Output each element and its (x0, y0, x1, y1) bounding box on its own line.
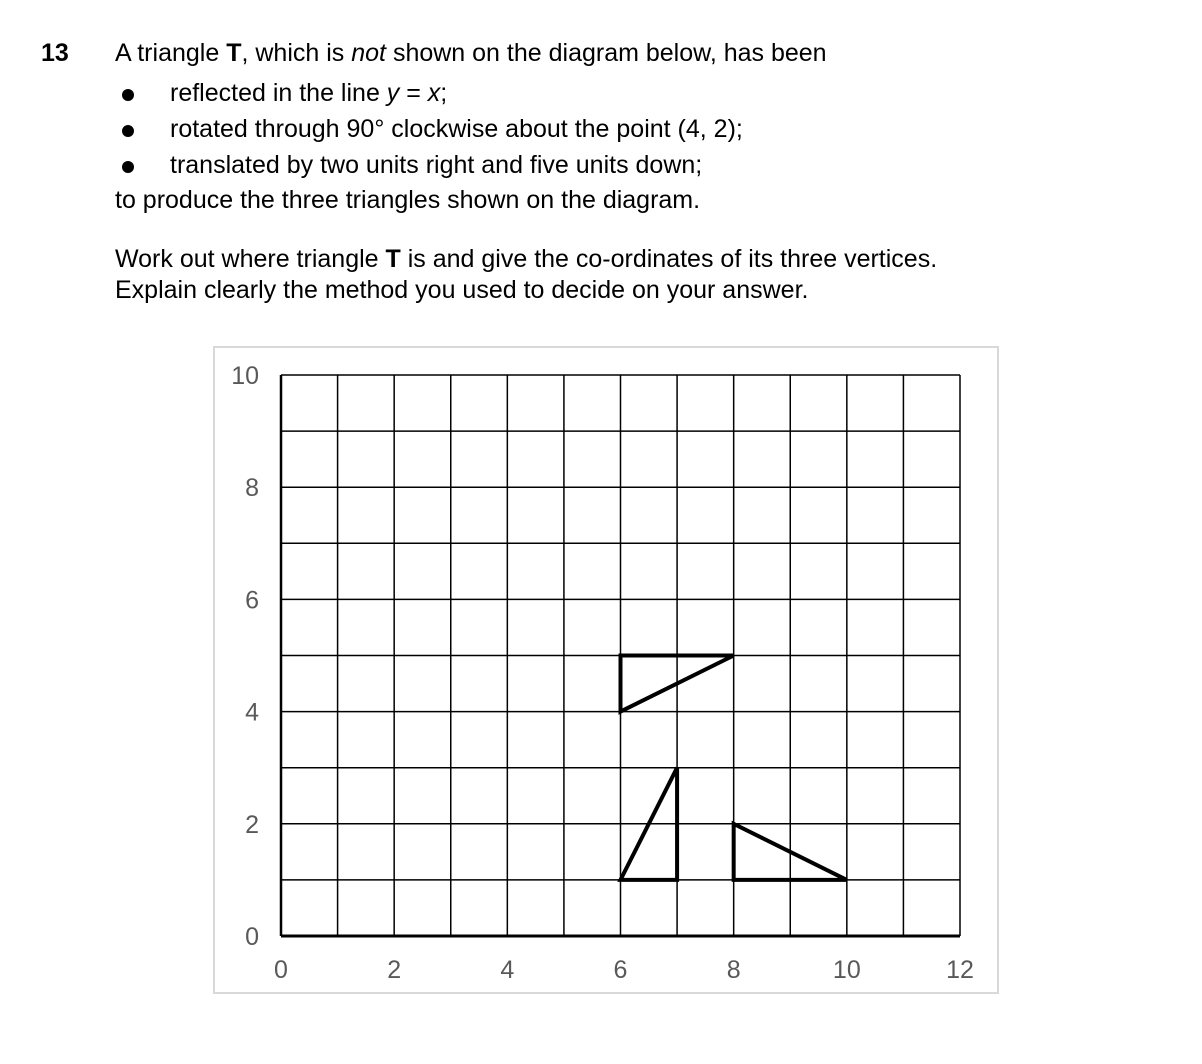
y-tick-label: 2 (245, 810, 259, 839)
task-triangle-label: T (385, 245, 401, 273)
x-tick-label: 10 (832, 956, 861, 984)
x-tick-label: 2 (387, 956, 402, 984)
x-tick-label: 4 (500, 956, 515, 984)
bullet-reflection-text: reflected in the line (170, 79, 387, 107)
intro-text-2: , which is (241, 39, 352, 67)
equation-semicolon: ; (440, 79, 448, 107)
y-tick-label: 4 (245, 698, 259, 727)
question-number: 13 (41, 39, 69, 67)
question-task-explain: Explain clearly the method you used to decide on your answer. (115, 276, 809, 304)
intro-triangle-label: T (226, 39, 242, 67)
x-tick-label: 6 (613, 956, 628, 984)
x-tick-label: 8 (726, 956, 741, 984)
bullet-item-rotation: rotated through 90° clockwise about the point (4, 2); (170, 115, 743, 143)
y-tick-label: 10 (231, 362, 259, 390)
intro-text-1: A triangle (115, 39, 227, 67)
y-tick-label: 0 (245, 923, 259, 951)
task-text-2: is and give the co-ordinates of its three vertices. (400, 245, 938, 273)
intro-emphasis: not (351, 39, 386, 67)
question-conclusion: to produce the three triangles shown on the diagram. (115, 186, 701, 214)
equation-x: x (427, 79, 441, 107)
x-tick-label: 0 (274, 956, 288, 984)
axis-labels (231, 362, 974, 984)
y-tick-label: 6 (245, 586, 259, 615)
x-tick-label: 12 (946, 956, 974, 984)
y-tick-label: 8 (245, 474, 259, 503)
bullet-item-translation: translated by two units right and five units down; (170, 151, 703, 179)
intro-text-3: shown on the diagram below, has been (386, 39, 827, 67)
equation-y: y (386, 79, 400, 107)
task-text-1: Work out where triangle (115, 245, 386, 273)
equation-equals: = (399, 79, 428, 107)
